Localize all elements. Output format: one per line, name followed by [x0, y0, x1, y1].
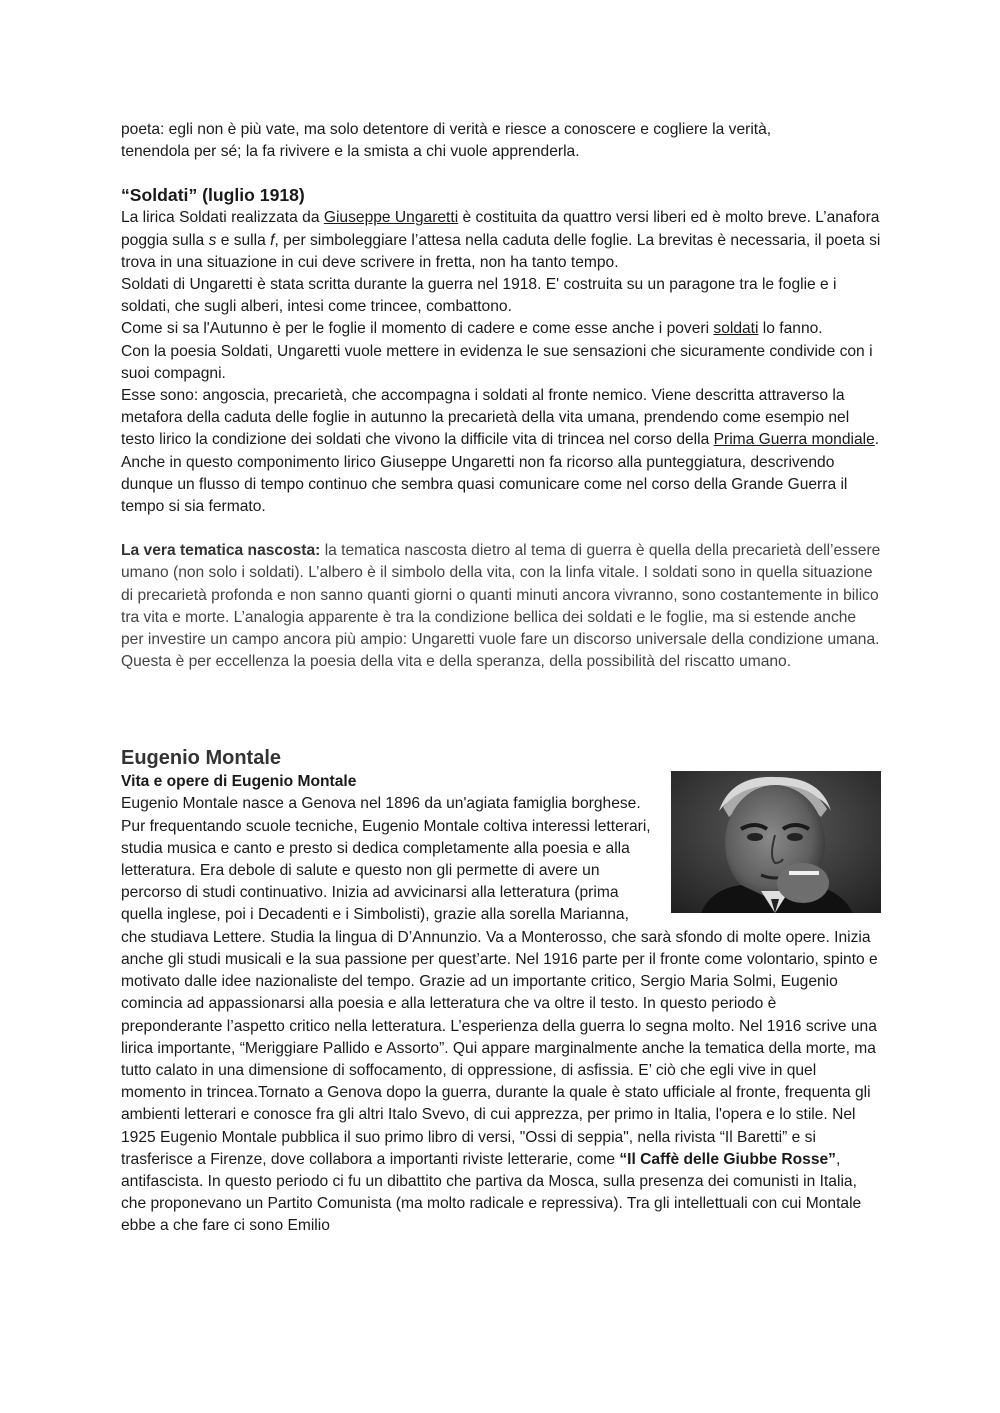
link-prima-guerra-mondiale[interactable]: Prima Guerra mondiale	[713, 431, 875, 449]
portrait-illustration	[671, 771, 881, 913]
montale-subheading: Vita e opere di Eugenio Montale	[121, 773, 357, 791]
intro-line-2: tenendola per sé; la fa rivivere e la smista a chi vuole apprenderla.	[121, 143, 580, 161]
soldati-p1-text-d: , per simboleggiare l’attesa nella caduta delle foglie. La brevitas è necessaria, il poeta si trova in una situazione in cui deve scrivere in fretta, non ha tanto tempo.	[121, 231, 881, 271]
spacer	[121, 518, 881, 540]
soldati-paragraph-4: Con la poesia Soldati, Ungaretti vuole mettere in evidenza le sue sensazioni che sicuramente condivide con i suoi compagni.	[121, 342, 873, 382]
document-page	[121, 119, 881, 1238]
soldati-p1-letter-f: f	[270, 231, 275, 249]
soldati-p3-text-a: Come si sa l'Autunno è per le foglie il momento di cadere e come esse anche i poveri	[121, 320, 714, 338]
soldati-p1-text-b: è costituita da quattro versi liberi ed è molto breve. L’anafora poggia sulla	[121, 209, 880, 249]
link-giuseppe-ungaretti[interactable]: Giuseppe Ungaretti	[323, 209, 459, 227]
tematica-label: La vera tematica nascosta:	[121, 542, 321, 560]
link-soldati[interactable]: soldati	[713, 320, 759, 338]
soldati-p5-text-b: . Anche in questo componimento lirico Giuseppe Ungaretti non fa ricorso alla punteggiatura, descrivendo dunque un flusso di tempo continuo che sembra quasi comunicare come nel corso della Grande Guerra il tempo si sia fermato.	[121, 431, 880, 516]
soldati-p1-text-a: La lirica Soldati realizzata da	[121, 209, 324, 227]
tematica-text: la tematica nascosta dietro al tema di guerra è quella della precarietà dell’essere umano (non solo i soldati). L’albero è il simbolo della vita, con la linfa vitale. I soldati sono in quella situazione di precarietà profonda e non sanno quanti giorni o quanti minuti ancora vivranno, sono costantemente in bilico tra vita e morte. L’analogia apparente è tra la condizione bellica dei soldati e le foglie, ma si estende anche per investire un campo ancora più ampio: Ungaretti vuole fare un discorso universale della condizione umana.	[121, 542, 881, 649]
soldati-p5-text-a: Esse sono: angoscia, precarietà, che accompagna i soldati al fronte nemico. Viene descritta attraverso la metafora della caduta delle foglie in autunno la precarietà della vita umana, prendendo come esempio nel testo lirico la condizione dei soldati che vivono la difficile vita di trincea nel corso della	[121, 387, 850, 449]
soldati-p1-text-c: e sulla	[216, 231, 271, 249]
intro-line-1: poeta: egli non è più vate, ma solo detentore di verità e riesce a conoscere e cogliere la verità,	[121, 121, 772, 138]
montale-body-text-a: Eugenio Montale nasce a Genova nel 1896 da un'agiata famiglia borghese. Pur frequentando scuole tecniche, Eugenio Montale coltiva interessi letterari, studia musica e canto e presto si dedica completamente alla poesia e alla letteratura. Era debole di salute e questo non gli permette di avere un percorso di studi continuativo. Inizia ad avvicinarsi alla letteratura (prima quella inglese, poi i Decadenti e i Simbolisti), grazie alla sorella Marianna, che studiava Lettere. Studia la lingua di D’Annunzio. Va a Monterosso, che sarà sfondo di molte opere. Inizia anche gli studi musicali e la sua passione per quest’arte. Nel 1916 parte per il fronte come volontario, spinto e motivato dalle idee nazionaliste del tempo. Grazie ad un importante critico, Sergio Maria Solmi, Eugenio comincia ad appassionarsi alla poesia e alla letteratura che va oltre il testo. In questo periodo è preponderante l’aspetto critico nella letteratura. L’esperienza della guerra lo segna molto. Nel 1916 scrive una lirica importante, “Meriggiare Pallido e Assorto”. Qui appare marginalmente anche la tematica della morte, ma tutto calato in una dimensione di soffocamento, di oppressione, di asfissia. E’ ciò che egli vive in quel momento in trincea.Tornato a Genova dopo la guerra, durante la quale è stato ufficiale al fronte, frequenta gli ambienti letterari e conosce fra gli altri Italo Svevo, di cui apprezza, per primo in Italia, l'opera e lo stile. Nel 1925 Eugenio Montale pubblica il suo primo libro di versi, "Ossi di seppia", nella rivista “Il Baretti” e si trasferisce a Firenze, dove collabora a importanti riviste letterarie, come	[121, 795, 878, 1168]
soldati-paragraph-3	[121, 318, 881, 340]
tematica-closing: Questa è per eccellenza la poesia della vita e della speranza, della possibilità del riscatto umano.	[121, 653, 792, 671]
soldati-heading: “Soldati” (luglio 1918)	[121, 185, 305, 206]
soldati-p1-letter-s: s	[208, 231, 217, 249]
intro-paragraph	[121, 119, 881, 163]
section-spacer	[121, 673, 881, 739]
soldati-paragraph-5	[121, 385, 881, 518]
soldati-p3-text-b: lo fanno.	[758, 320, 823, 338]
tematica-paragraph	[121, 540, 881, 651]
montale-heading: Eugenio Montale	[121, 747, 281, 770]
montale-body-text-b: , antifascista. In questo periodo ci fu un dibattito che partiva da Mosca, sulla presenza dei comunisti in Italia, che proponevano un Partito Comunista (ma molto radicale e repressiva). Tra gli intellettuali con cui Montale ebbe a che fare ci sono Emilio	[121, 1150, 862, 1235]
soldati-paragraph-1	[121, 207, 881, 274]
montale-portrait-photo	[671, 771, 881, 913]
soldati-paragraph-2: Soldati di Ungaretti è stata scritta durante la guerra nel 1918. E' costruita su un paragone tra le foglie e i soldati, che sugli alberi, intesi come trincee, combattono.	[121, 276, 837, 316]
montale-body-bold: “Il Caffè delle Giubbe Rosse”	[619, 1150, 836, 1168]
